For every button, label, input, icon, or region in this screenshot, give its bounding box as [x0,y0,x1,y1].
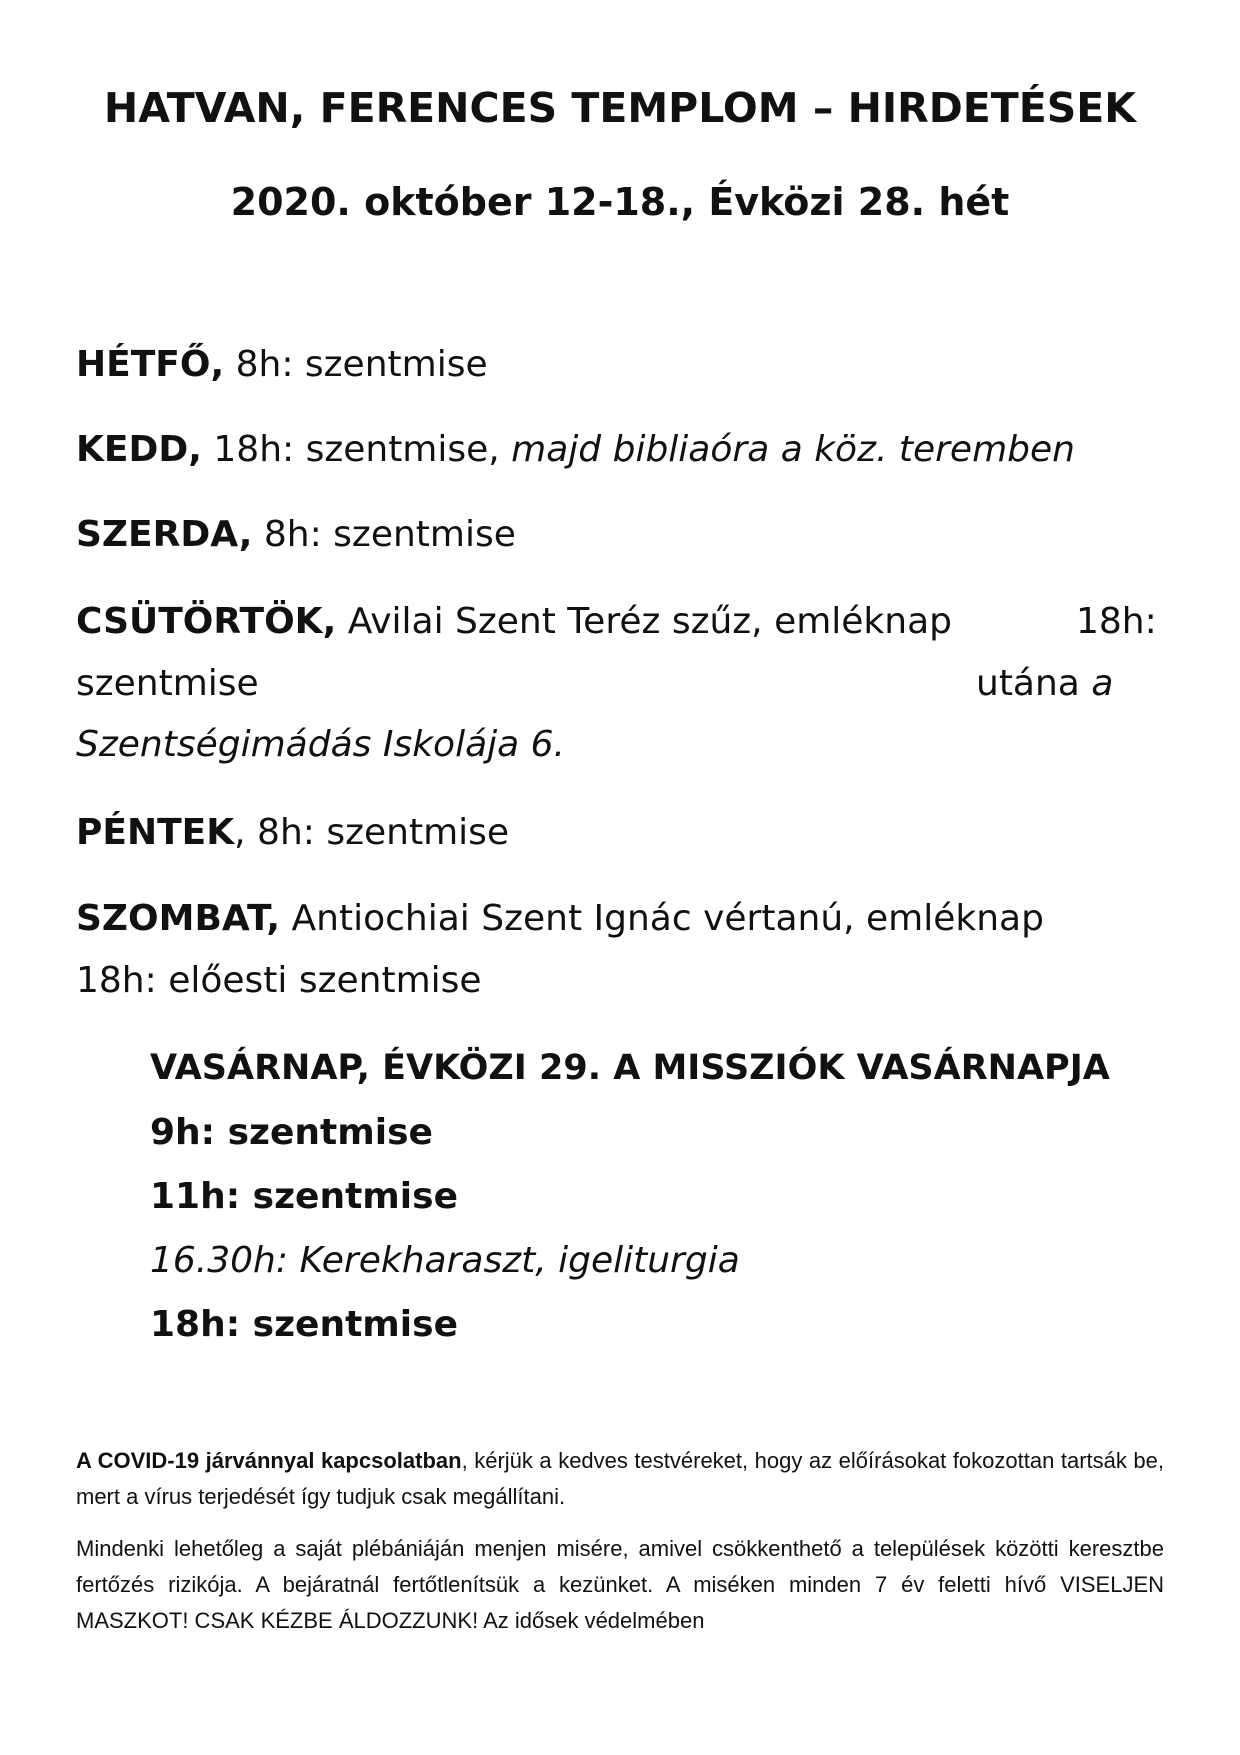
day-label: SZOMBAT, [76,898,281,939]
thursday-event: Szentségimádás Iskolája 6. [76,724,565,765]
thursday-time: 18h: [1076,601,1157,642]
day-label: CSÜTÖRTÖK, [76,601,337,642]
day-text: Avilai Szent Teréz szűz, emléknap [336,601,953,642]
thursday-after [976,663,1113,704]
day-label: KEDD, [76,429,202,470]
after-italic: a [1091,663,1114,704]
covid-notice-text: , kérjük a kedves testvéreket, hogy az előírásokat fokozottan tartsák be, mert a vírus terjedését így tudjuk csak megállítani. [76,1448,1164,1509]
sunday-heading: VASÁRNAP, ÉVKÖZI 29. A MISSZIÓK VASÁRNAPJA [150,1048,1110,1088]
day-text: Antiochiai Szent Ignác vértanú, emléknap [280,898,1044,939]
sunday-item: 11h: szentmise [150,1176,458,1217]
thursday-line-3 [76,724,565,765]
schedule-wednesday [76,514,516,555]
day-text: 18h: szentmise, [201,429,512,470]
day-label: PÉNTEK [76,812,235,853]
page-subtitle: 2020. október 12-18., Évközi 28. hét [230,180,1010,224]
thursday-line-2: szentmise [76,663,259,704]
covid-notice [76,1443,1164,1515]
day-note: majd bibliaóra a köz. teremben [511,429,1075,470]
schedule-tuesday [76,429,1075,470]
covid-notice-lead: A COVID-19 járvánnyal kapcsolatban [76,1448,462,1473]
page-title: HATVAN, FERENCES TEMPLOM – HIRDETÉSEK [103,84,1137,132]
sunday-item: 18h: szentmise [150,1304,458,1345]
schedule-friday [76,812,509,853]
day-text: , 8h: szentmise [234,812,510,853]
day-text: 8h: szentmise [252,514,516,555]
after-text: utána [976,663,1092,704]
sunday-item: 9h: szentmise [150,1112,433,1153]
schedule-thursday [76,601,952,642]
day-label: HÉTFŐ, [76,344,225,385]
hygiene-rules-notice: Mindenki lehetőleg a saját plébániáján menjen misére, amivel csökkenthető a települések közötti keresztbe fertőzés rizikója. A bejáratnál fertőtlenítsük a kezünket. A miséken minden 7 év feletti hívő VISELJEN MASZKOT! CSAK KÉZBE ÁLDOZZUNK! Az idősek védelmében [76,1536,1164,1633]
day-label: SZERDA, [76,514,253,555]
day-text: 8h: szentmise [224,344,488,385]
sunday-item: 16.30h: Kerekharaszt, igeliturgia [150,1240,740,1281]
saturday-line-2: 18h: előesti szentmise [76,960,482,1001]
schedule-monday [76,344,488,385]
schedule-saturday [76,898,1044,939]
